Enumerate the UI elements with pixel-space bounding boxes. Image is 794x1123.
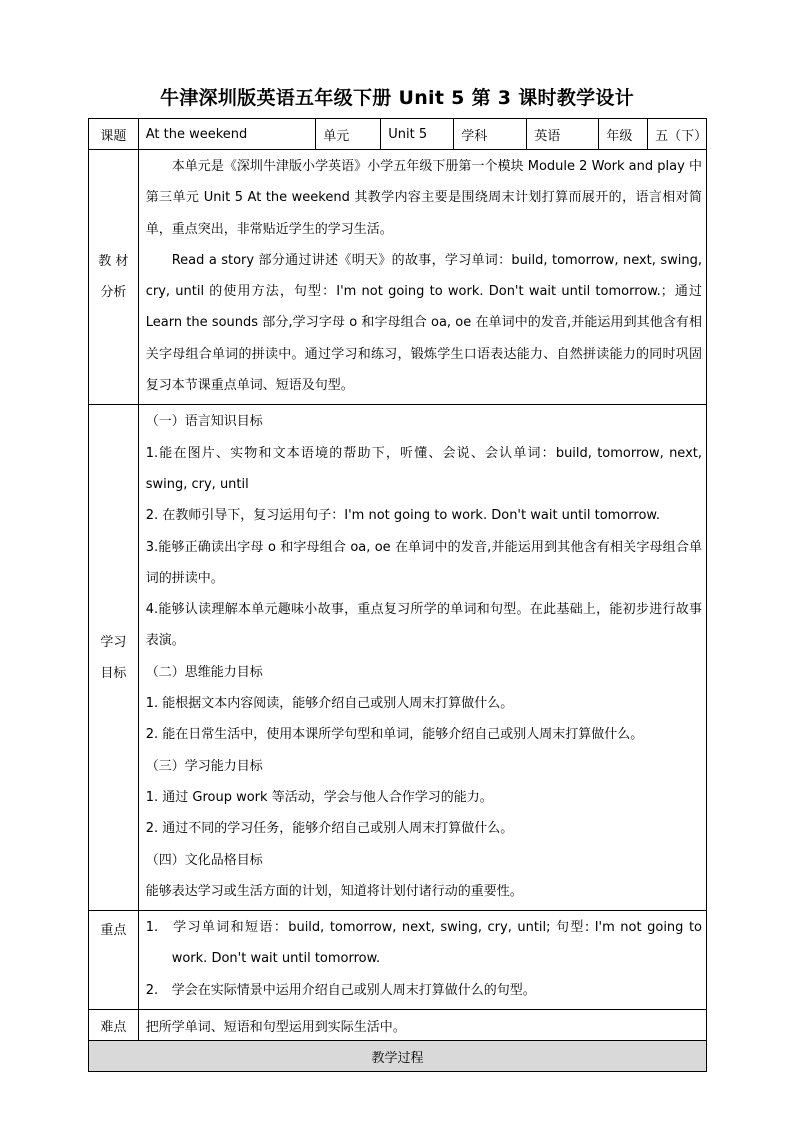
- objective-item: 能够表达学习或生活方面的计划，知道将计划付诸行动的重要性。: [145, 883, 523, 899]
- analysis-label-line1: 教 材: [98, 254, 129, 270]
- analysis-paragraph: Read a story 部分通过讲述《明天》的故事，学习单词：build, tomorrow, next, swing, cry, until 的使用方法，句型：I'm not going to work. Don't wait until tomorrow.；通过 Learn the sounds 部分,学习字母 o 和字母组合 oa, oe 在单词中的发音,并能运用到其他含有相关字母组合单词的拼读中。通过学习和练习，锻炼学生口语表达能力、自然拼读能力的同时巩固复习本节课重点单词、短语及句型。: [145, 252, 702, 394]
- process-heading-row: [89, 1041, 707, 1072]
- objective-item: 3.能够正确读出字母 o 和字母组合 oa, oe 在单词中的发音,并能运用到其他含有相关字母组合单词的拼读中。: [145, 539, 702, 586]
- objectives-heading: （一）语言知识目标: [145, 414, 263, 430]
- objectives-heading: （二）思维能力目标: [145, 664, 263, 680]
- key-point-text: 学习单词和短语：build, tomorrow, next, swing, cry, until; 句型: I'm not going to work. Don't wait until tomorrow.: [171, 920, 702, 967]
- objective-item: 1. 能根据文本内容阅读，能够介绍自己或别人周末打算做什么。: [145, 696, 514, 712]
- difficulties-row: [89, 1010, 707, 1041]
- grade-value: 五（下）: [648, 119, 707, 150]
- subject-value: 英语: [527, 119, 599, 150]
- objectives-content: [138, 405, 706, 911]
- objective-item: 2. 通过不同的学习任务，能够介绍自己或别人周末打算做什么。: [145, 821, 514, 837]
- analysis-row: [89, 150, 707, 405]
- objectives-label-line2: 目标: [100, 665, 127, 681]
- analysis-label: [89, 150, 139, 405]
- difficulties-label: 难点: [89, 1010, 139, 1041]
- objectives-row: [89, 405, 707, 911]
- objectives-label-line1: 学习: [100, 634, 127, 650]
- objectives-heading: （三）学习能力目标: [145, 758, 263, 774]
- key-point-number: 2.: [145, 982, 159, 998]
- header-row: [89, 119, 707, 150]
- analysis-paragraph: 本单元是《深圳牛津版小学英语》小学五年级下册第一个模块 Module 2 Work and play 中第三单元 Unit 5 At the weekend 其教学内容主要是围绕周末计划打算而展开的，语言相对简单，重点突出，非常贴近学生的学习生活。: [145, 159, 702, 237]
- objective-item: 2. 在教师引导下，复习运用句子：I'm not going to work. Don't wait until tomorrow.: [145, 508, 660, 524]
- document-title: 牛津深圳版英语五年级下册 Unit 5 第 3 课时教学设计: [159, 87, 635, 109]
- difficulties-text: 把所学单词、短语和句型运用到实际生活中。: [138, 1010, 706, 1041]
- unit-value: Unit 5: [381, 119, 454, 150]
- topic-label: 课题: [89, 119, 139, 150]
- key-points-row: [89, 911, 707, 1010]
- objective-item: 1. 通过 Group work 等活动，学会与他人合作学习的能力。: [145, 789, 493, 805]
- key-point-item: [146, 975, 702, 1006]
- objectives-heading: （四）文化品格目标: [145, 852, 263, 868]
- topic-value: At the weekend: [138, 119, 316, 150]
- objective-item: 1.能在图片、实物和文本语境的帮助下，听懂、会说、会认单词：build, tomorrow, next, swing, cry, until: [145, 445, 702, 492]
- key-point-text: 学会在实际情景中运用介绍自己或别人周末打算做什么的句型。: [171, 982, 536, 998]
- objective-item: 4.能够认读理解本单元趣味小故事，重点复习所学的单词和句型。在此基础上，能初步进行故事表演。: [145, 602, 702, 649]
- key-points-content: [138, 911, 706, 1010]
- process-heading: 教学过程: [89, 1041, 707, 1072]
- unit-label: 单元: [316, 119, 381, 150]
- key-point-number: 1.: [145, 920, 159, 936]
- grade-label: 年级: [599, 119, 648, 150]
- objective-item: 2. 能在日常生活中，使用本课所学句型和单词，能够介绍自己或别人周末打算做什么。: [145, 727, 644, 743]
- key-points-label: 重点: [89, 911, 139, 1010]
- subject-label: 学科: [454, 119, 527, 150]
- analysis-label-line2: 分析: [100, 285, 127, 301]
- analysis-content: [138, 150, 706, 405]
- objectives-label: [89, 405, 139, 911]
- key-point-item: [146, 912, 702, 975]
- lesson-plan-table: [88, 118, 707, 1072]
